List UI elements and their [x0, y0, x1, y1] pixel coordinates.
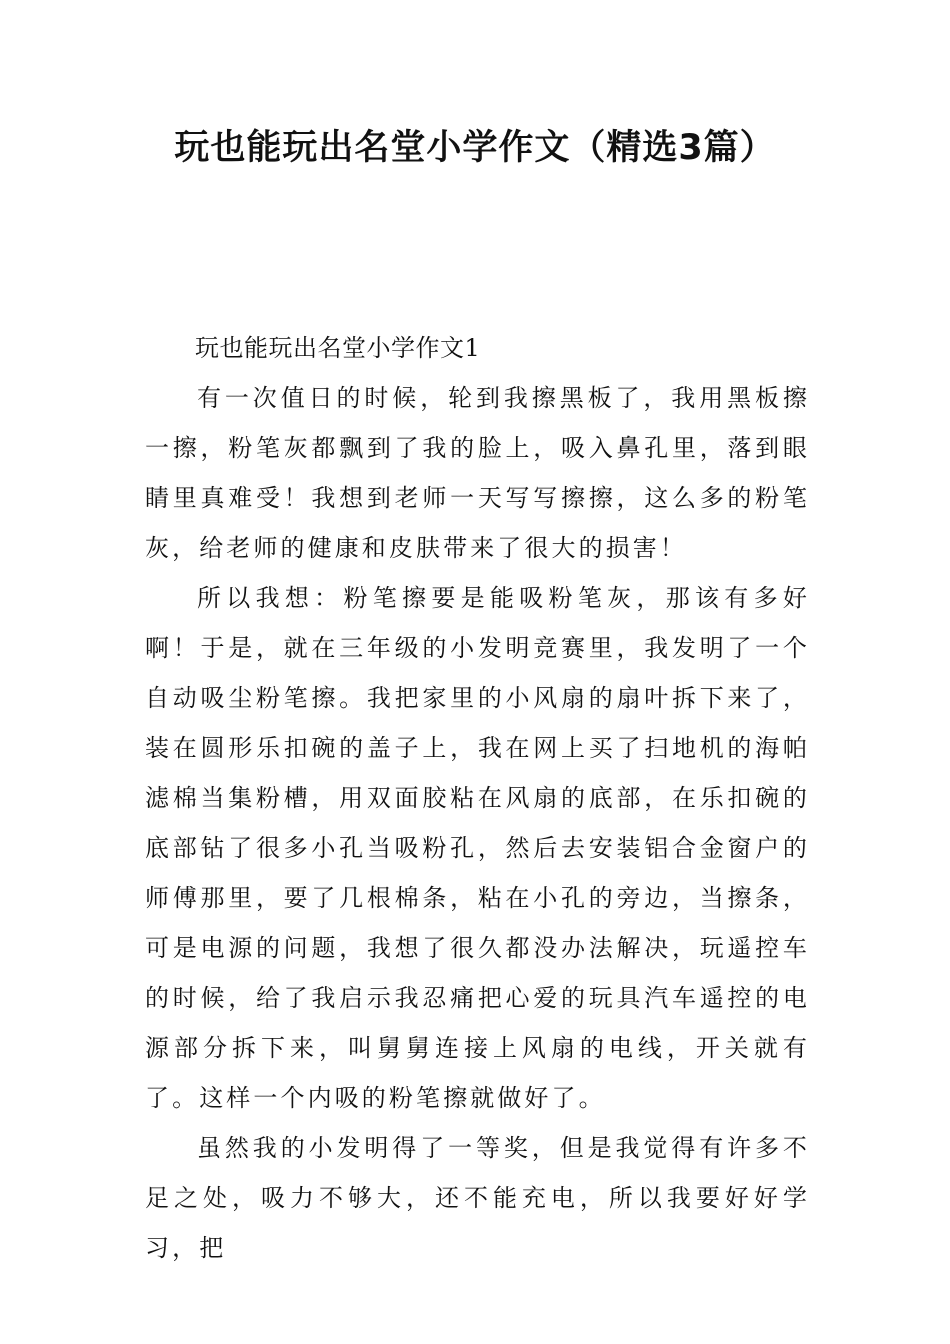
section-heading: 玩也能玩出名堂小学作文1	[195, 334, 481, 362]
paragraph-3: 虽然我的小发明得了一等奖，但是我觉得有许多不足之处，吸力不够大，还不能充电，所以我要好好学习，把	[145, 1134, 810, 1262]
paragraph-1: 有一次值日的时候，轮到我擦黑板了，我用黑板擦一擦，粉笔灰都飘到了我的脸上，吸入鼻孔里，落到眼睛里真难受！我想到老师一天写写擦擦，这么多的粉笔灰，给老师的健康和皮肤带来了很大的损害！	[145, 384, 810, 562]
paragraph-2: 所以我想：粉笔擦要是能吸粉笔灰，那该有多好啊！于是，就在三年级的小发明竞赛里，我发明了一个自动吸尘粉笔擦。我把家里的小风扇的扇叶拆下来了，装在圆形乐扣碗的盖子上，我在网上买了扫地机的海帕滤棉当集粉槽，用双面胶粘在风扇的底部，在乐扣碗的底部钻了很多小孔当吸粉孔，然后去安装铝合金窗户的师傅那里，要了几根棉条，粘在小孔的旁边，当擦条，可是电源的问题，我想了很久都没办法解决，玩遥控车的时候，给了我启示我忍痛把心爱的玩具汽车遥控的电源部分拆下来，叫舅舅连接上风扇的电线，开关就有了。这样一个内吸的粉笔擦就做好了。	[145, 584, 810, 1112]
document-title: 玩也能玩出名堂小学作文（精选3篇）	[174, 128, 776, 168]
document-body	[145, 323, 810, 1273]
